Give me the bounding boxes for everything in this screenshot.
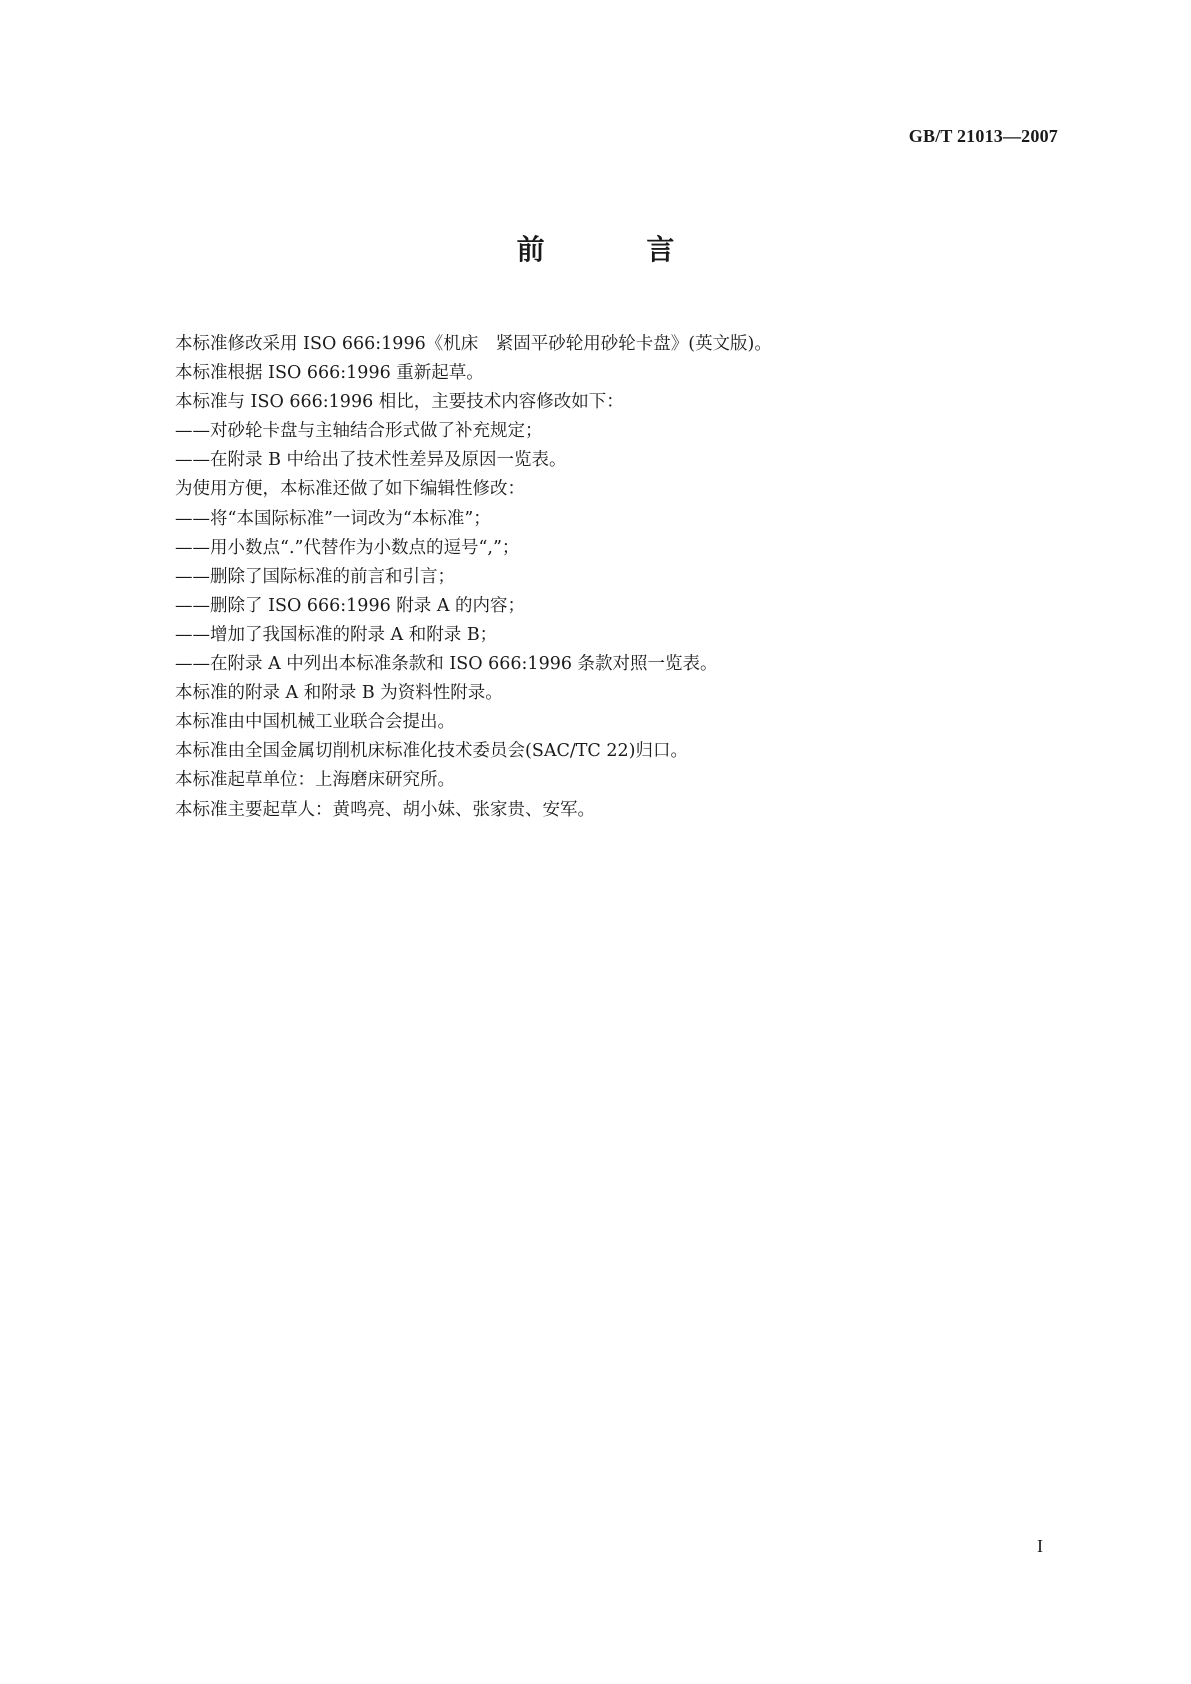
foreword-list-item: ——用小数点“.”代替作为小数点的逗号“,”； bbox=[175, 537, 520, 558]
document-number: GB/T 21013—2007 bbox=[908, 126, 1058, 146]
foreword-list-item: ——删除了国际标准的前言和引言； bbox=[175, 566, 455, 587]
foreword-paragraph: 本标准根据 ISO 666:1996 重新起草。 bbox=[175, 363, 484, 384]
page-number: I bbox=[1037, 1536, 1043, 1556]
foreword-list-item: ——增加了我国标准的附录 A 和附录 B； bbox=[175, 624, 498, 645]
foreword-paragraph: 本标准修改采用 ISO 666:1996《机床 紧固平砂轮用砂轮卡盘》(英文版)。 bbox=[175, 334, 772, 354]
foreword-list-item: ——对砂轮卡盘与主轴结合形式做了补充规定； bbox=[175, 421, 543, 442]
foreword-list-item: ——删除了 ISO 666:1996 附录 A 的内容； bbox=[175, 595, 526, 616]
foreword-list-item: ——在附录 B 中给出了技术性差异及原因一览表。 bbox=[175, 450, 567, 471]
foreword-paragraph: 本标准主要起草人：黄鸣亮、胡小妹、张家贵、安军。 bbox=[175, 799, 595, 820]
foreword-paragraph: 本标准由中国机械工业联合会提出。 bbox=[175, 712, 455, 733]
foreword-paragraph: 本标准由全国金属切削机床标准化技术委员会(SAC/TC 22)归口。 bbox=[175, 741, 688, 762]
foreword-body bbox=[175, 330, 1075, 825]
foreword-paragraph: 本标准与 ISO 666:1996 相比，主要技术内容修改如下： bbox=[175, 392, 624, 413]
foreword-paragraph: 本标准起草单位：上海磨床研究所。 bbox=[175, 770, 455, 791]
foreword-paragraph: 本标准的附录 A 和附录 B 为资料性附录。 bbox=[175, 683, 503, 704]
foreword-list-item: ——将“本国际标准”一词改为“本标准”； bbox=[175, 508, 491, 529]
page-title: 前 言 bbox=[516, 233, 721, 266]
foreword-paragraph: 为使用方便，本标准还做了如下编辑性修改： bbox=[175, 479, 525, 500]
foreword-list-item: ——在附录 A 中列出本标准条款和 ISO 666:1996 条款对照一览表。 bbox=[175, 654, 718, 675]
